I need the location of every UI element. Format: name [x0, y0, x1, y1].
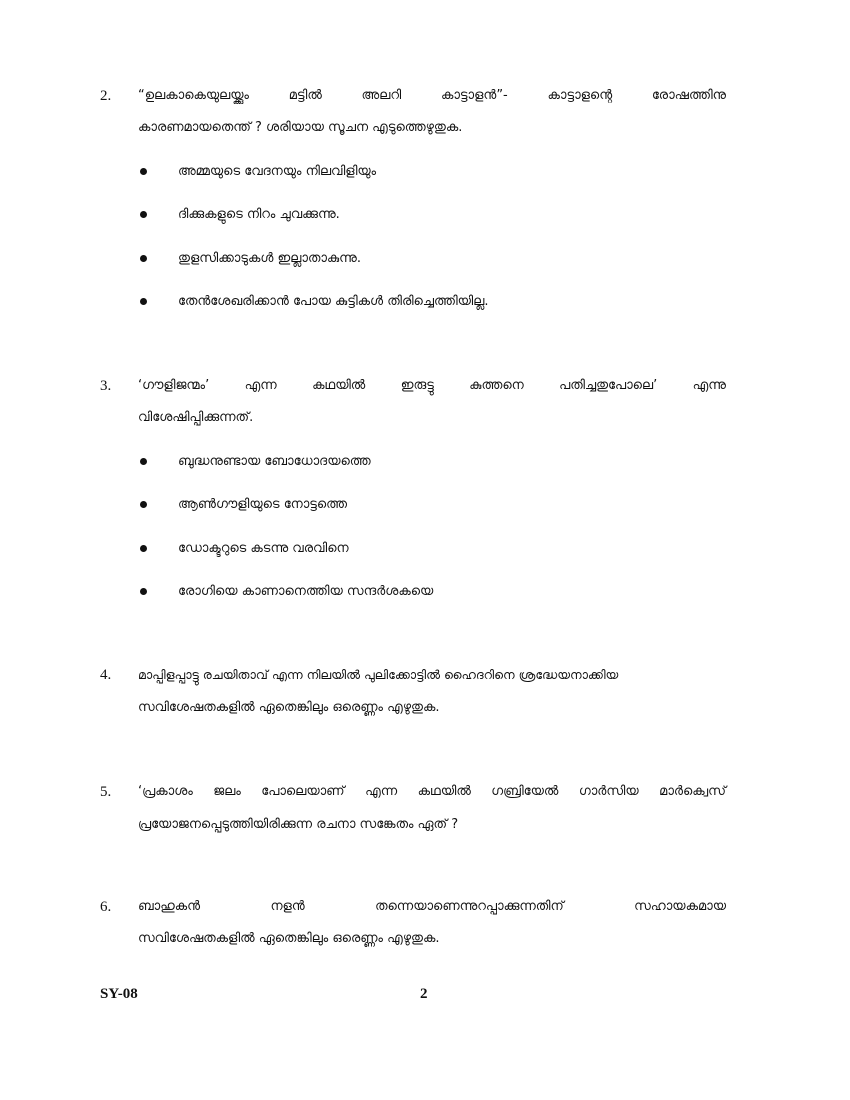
option-text: ബുദ്ധനുണ്ടായ ബോധോദയത്തെ — [178, 454, 371, 469]
option-item — [0, 249, 850, 271]
option-item — [0, 292, 850, 314]
question-text-line-1: ‘പ്രകാശം ജലം പോലെയാണ് എന്ന കഥയിൽ ഗബ്രിയേൽ ഗാർസിയ മാർക്വെസ് — [138, 784, 726, 799]
question-number: 5. — [100, 784, 112, 800]
option-text: ദിക്കുകളുടെ നിറം ചുവക്കുന്നു. — [178, 207, 340, 222]
option-text: അമ്മയുടെ വേദനയും നിലവിളിയും — [178, 164, 377, 179]
question-text-line-1: ബാഹുകൻ നളൻ തന്നെയാണെന്നുറപ്പാക്കുന്നതിന് സഹായകമായ — [138, 899, 726, 914]
option-text: ഡോക്ടറുടെ കടന്നു വരവിനെ — [178, 541, 349, 556]
bullet-icon — [140, 211, 147, 218]
bullet-icon — [140, 298, 147, 305]
bullet-icon — [140, 501, 147, 508]
question-number: 3. — [100, 378, 112, 394]
question-text-line-1: ‘ഗൗളിജന്മം’ എന്ന കഥയിൽ ഇരുട്ടു കുത്തനെ പതിച്ചതുപോലെ’ എന്നു — [138, 378, 726, 393]
question-text-line-2: വിശേഷിപ്പിക്കുന്നത്. — [138, 410, 254, 425]
option-item — [0, 205, 850, 227]
option-item — [0, 582, 850, 604]
option-item — [0, 495, 850, 517]
option-item — [0, 452, 850, 474]
page-number: 2 — [420, 986, 428, 1002]
option-item — [0, 162, 850, 184]
question-text-line-2: കാരണമായതെന്ത് ? ശരിയായ സൂചന എടുത്തെഴുതുക. — [138, 120, 463, 135]
paper-code: SY-08 — [100, 986, 138, 1002]
option-text: തുളസിക്കാടുകൾ ഇല്ലാതാകുന്നു. — [178, 251, 362, 266]
bullet-icon — [140, 168, 147, 175]
question-text-line-2: സവിശേഷതകളിൽ ഏതെങ്കിലും ഒരെണ്ണം എഴുതുക. — [138, 700, 440, 715]
question-number: 4. — [100, 667, 112, 683]
option-text: ആൺഗൗളിയുടെ നോട്ടത്തെ — [178, 497, 348, 512]
option-item — [0, 539, 850, 561]
option-text: തേൻശേഖരിക്കാൻ പോയ കുട്ടികൾ തിരിച്ചെത്തിയില്ല. — [178, 294, 489, 309]
bullet-icon — [140, 545, 147, 552]
question-text-line-1: “ഉലകാകെയുലയ്ക്കും മട്ടിൽ അലറി കാട്ടാളൻ”- കാട്ടാളന്റെ രോഷത്തിനു — [138, 88, 726, 103]
question-number: 6. — [100, 899, 112, 915]
bullet-icon — [140, 588, 147, 595]
question-text-line-2: പ്രയോജനപ്പെടുത്തിയിരിക്കുന്ന രചനാ സങ്കേതം ഏത് ? — [138, 817, 459, 832]
question-text-line-2: സവിശേഷതകളിൽ ഏതെങ്കിലും ഒരെണ്ണം എഴുതുക. — [138, 931, 440, 946]
question-text-line-1: മാപ്പിളപ്പാട്ടു രചയിതാവ് എന്ന നിലയിൽ പുലിക്കോട്ടിൽ ഹൈദറിനെ ശ്രദ്ധേയനാക്കിയ — [138, 667, 619, 682]
bullet-icon — [140, 458, 147, 465]
question-number: 2. — [100, 88, 112, 104]
bullet-icon — [140, 255, 147, 262]
option-text: രോഗിയെ കാണാനെത്തിയ സന്ദർശകയെ — [178, 584, 434, 599]
